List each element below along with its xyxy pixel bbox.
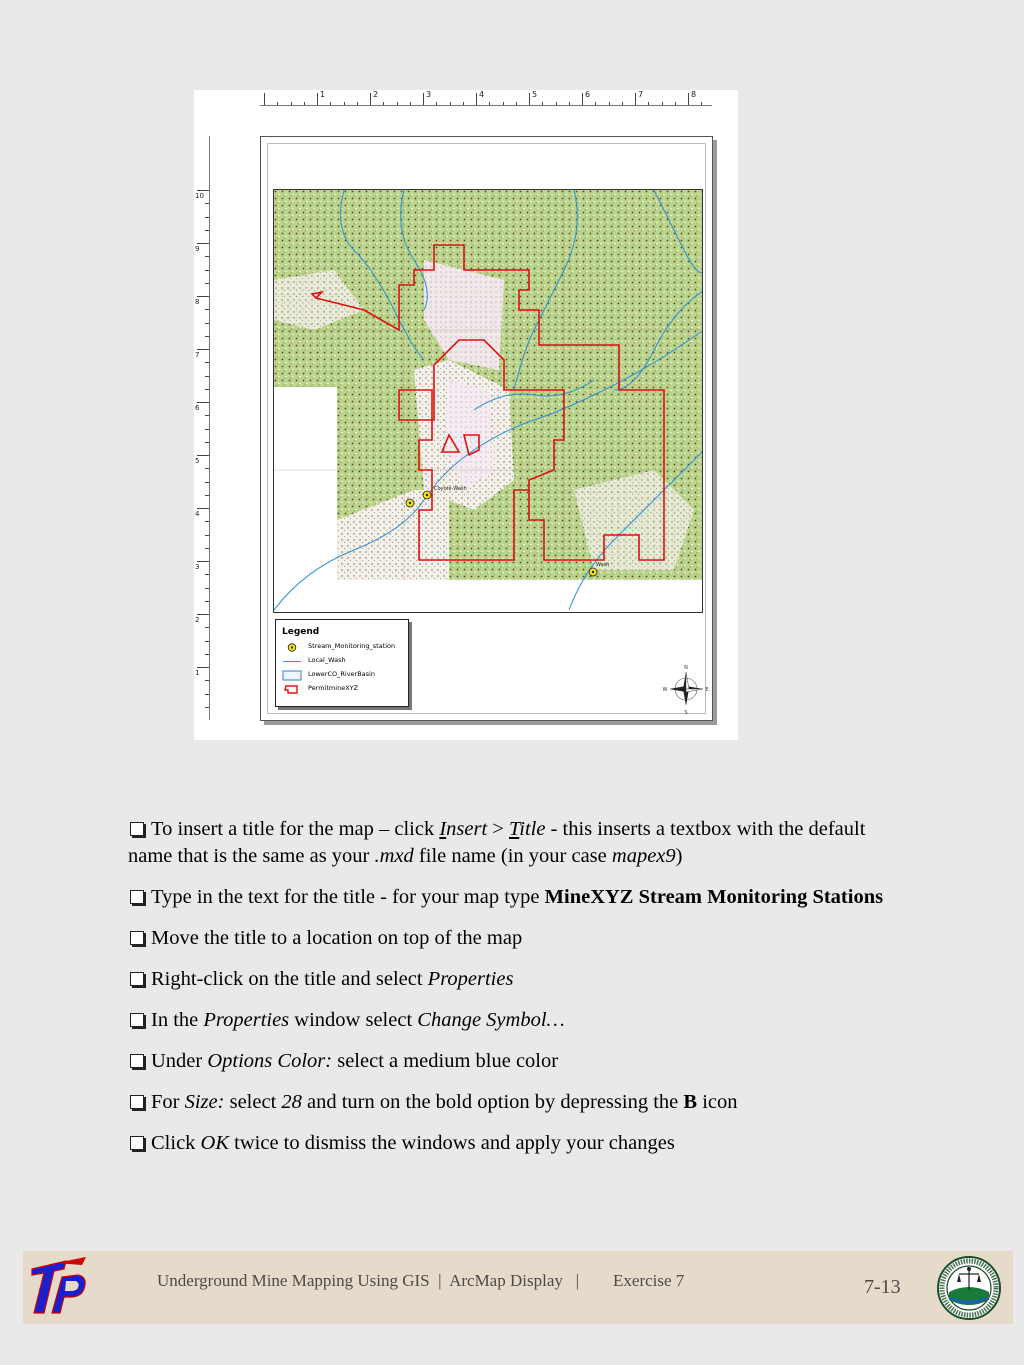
instruction-item <box>128 1007 903 1034</box>
ruler-tick <box>503 102 504 105</box>
ruler-number: 2 <box>373 90 379 99</box>
instruction-text: - this inserts a textbox with the default name that is the same as your <box>128 818 866 867</box>
instruction-text: B <box>683 1091 698 1113</box>
doi-seal-icon <box>937 1256 1001 1320</box>
ruler-tick <box>489 102 490 105</box>
ruler-tick <box>205 601 209 602</box>
ruler-tick <box>397 102 398 105</box>
ruler-number: 1 <box>195 669 200 677</box>
instruction-text: Properties <box>203 1009 290 1031</box>
ruler-tick <box>688 93 689 105</box>
ruler-tick <box>595 102 596 105</box>
ruler-tick <box>205 336 209 337</box>
instruction-text: Change Symbol… <box>417 1009 565 1031</box>
ruler-number: 4 <box>195 510 200 518</box>
ruler-tick <box>205 521 209 522</box>
polygon-icon <box>282 670 302 681</box>
checkbox-bullet-icon <box>130 931 144 945</box>
north-arrow-icon <box>661 663 711 715</box>
ruler-tick <box>205 203 209 204</box>
ruler-tick <box>205 429 209 430</box>
instruction-text: 28 <box>281 1091 302 1113</box>
ruler-tick <box>205 415 209 416</box>
legend-label: LowerCO_RiverBasin <box>308 670 375 678</box>
horizontal-ruler <box>260 90 712 106</box>
ruler-tick <box>317 93 318 105</box>
instruction-item <box>128 884 903 911</box>
ruler-tick <box>205 323 209 324</box>
ruler-number: 4 <box>479 90 485 99</box>
ruler-tick <box>264 93 265 105</box>
ruler-tick <box>197 190 209 191</box>
instruction-item <box>128 1089 903 1116</box>
instruction-item <box>128 816 903 870</box>
ruler-tick <box>463 102 464 105</box>
ruler-tick <box>357 102 358 105</box>
ruler-tick <box>582 93 583 105</box>
ruler-number: 1 <box>320 90 326 99</box>
instruction-text: Type in the text for the title - for your map type <box>151 886 545 908</box>
legend-item-station <box>282 641 408 653</box>
map-label-station: Coyote Wash <box>434 486 467 492</box>
instruction-text: For <box>151 1091 185 1113</box>
page-number: 7-13 <box>864 1276 901 1298</box>
checkbox-bullet-icon <box>130 1013 144 1027</box>
instruction-list <box>128 816 903 1171</box>
ruler-tick <box>205 707 209 708</box>
vertical-ruler <box>194 136 210 720</box>
ruler-tick <box>556 102 557 105</box>
instruction-item <box>128 1048 903 1075</box>
ruler-tick <box>205 680 209 681</box>
ruler-tick <box>205 694 209 695</box>
ruler-tick <box>205 376 209 377</box>
legend-label: Local_Wash <box>308 656 346 664</box>
monitoring-station-icon <box>282 642 302 653</box>
ruler-number: 2 <box>195 616 200 624</box>
ruler-number: 10 <box>195 192 204 200</box>
legend-item-wash <box>282 655 408 667</box>
instruction-text: icon <box>697 1091 738 1113</box>
ruler-tick <box>344 102 345 105</box>
layout-page <box>260 136 713 721</box>
ruler-tick <box>291 102 292 105</box>
ruler-tick <box>383 102 384 105</box>
compass-e: E <box>705 687 709 693</box>
legend-label: Stream_Monitoring_station <box>308 642 396 650</box>
ruler-number: 8 <box>195 298 200 306</box>
ruler-tick <box>205 535 209 536</box>
instruction-text: Size: <box>184 1091 225 1113</box>
checkbox-bullet-icon <box>130 1095 144 1109</box>
compass-n: N <box>684 665 688 671</box>
ruler-tick <box>197 614 209 615</box>
legend-title: Legend <box>282 627 320 637</box>
instruction-text: Right-click on the title and select <box>151 968 428 990</box>
instruction-text: ) <box>675 845 683 867</box>
ruler-tick <box>662 102 663 105</box>
ruler-tick <box>635 93 636 105</box>
ruler-tick <box>330 102 331 105</box>
instruction-item <box>128 966 903 993</box>
ruler-tick <box>205 654 209 655</box>
map-label-wash: Wash <box>596 562 610 568</box>
ruler-number: 6 <box>585 90 591 99</box>
line-icon <box>282 656 302 667</box>
ruler-tick <box>423 93 424 105</box>
instruction-text: > <box>487 818 509 840</box>
legend-item-basin <box>282 669 408 681</box>
ruler-tick <box>569 102 570 105</box>
ruler-tick <box>197 455 209 456</box>
ruler-tick <box>197 667 209 668</box>
ruler-tick <box>205 283 209 284</box>
compass-s: S <box>684 710 688 715</box>
ruler-tick <box>701 102 702 105</box>
ruler-tick <box>476 93 477 105</box>
ruler-tick <box>205 468 209 469</box>
ruler-tick <box>205 270 209 271</box>
ruler-tick <box>205 574 209 575</box>
ruler-tick <box>542 102 543 105</box>
legend-label: PermitmineXYZ <box>308 684 359 692</box>
ruler-tick <box>205 256 209 257</box>
map-legend <box>275 619 409 707</box>
ruler-tick <box>205 495 209 496</box>
checkbox-bullet-icon <box>130 972 144 986</box>
ruler-tick <box>205 217 209 218</box>
ruler-tick <box>450 102 451 105</box>
instruction-text: file name (in your case <box>413 845 612 867</box>
instruction-text: .mxd <box>374 845 414 867</box>
ruler-number: 8 <box>691 90 697 99</box>
ruler-number: 7 <box>638 90 644 99</box>
ruler-tick <box>205 230 209 231</box>
instruction-item <box>128 925 903 952</box>
instruction-text: Under <box>151 1050 208 1072</box>
instruction-text: Properties <box>427 968 514 990</box>
legend-item-permit <box>282 683 408 695</box>
ruler-tick <box>529 93 530 105</box>
ruler-number: 5 <box>532 90 538 99</box>
ruler-number: 6 <box>195 404 200 412</box>
instruction-text: nsert <box>446 818 488 840</box>
ruler-tick <box>205 627 209 628</box>
ruler-number: 9 <box>195 245 200 253</box>
checkbox-bullet-icon <box>130 822 144 836</box>
ruler-tick <box>205 309 209 310</box>
ruler-tick <box>197 402 209 403</box>
instruction-text: I <box>439 818 447 840</box>
ruler-tick <box>205 482 209 483</box>
ruler-tick <box>675 102 676 105</box>
ruler-tick <box>197 349 209 350</box>
compass-w: W <box>662 687 668 693</box>
ruler-tick <box>436 102 437 105</box>
ruler-tick <box>197 561 209 562</box>
instruction-text: select <box>224 1091 282 1113</box>
instruction-text: T <box>508 818 520 840</box>
ruler-tick <box>205 548 209 549</box>
instruction-text: window select <box>289 1009 418 1031</box>
tips-logo-icon <box>26 1255 90 1321</box>
instruction-text: To insert a title for the map – click <box>151 818 440 840</box>
arcmap-layout-screenshot <box>194 90 738 740</box>
instruction-text: select a medium blue color <box>332 1050 559 1072</box>
ruler-number: 3 <box>426 90 432 99</box>
topographic-map <box>274 190 703 613</box>
ruler-tick <box>648 102 649 105</box>
instruction-text: MineXYZ Stream Monitoring Stations <box>544 886 884 908</box>
ruler-number: 5 <box>195 457 200 465</box>
ruler-tick <box>205 362 209 363</box>
ruler-tick <box>205 442 209 443</box>
ruler-number: 7 <box>195 351 200 359</box>
instruction-text: itle <box>519 818 546 840</box>
ruler-tick <box>410 102 411 105</box>
ruler-tick <box>197 296 209 297</box>
ruler-number: 3 <box>195 563 200 571</box>
ruler-tick <box>609 102 610 105</box>
ruler-tick <box>197 243 209 244</box>
ruler-tick <box>205 588 209 589</box>
ruler-tick <box>304 102 305 105</box>
instruction-item <box>128 1130 903 1157</box>
permit-polygon-icon <box>282 684 302 695</box>
checkbox-bullet-icon <box>130 1054 144 1068</box>
footer-title: Underground Mine Mapping Using GIS | ArcMap Display | Exercise 7 <box>157 1271 685 1290</box>
instruction-text: Move the title to a location on top of the map <box>151 927 523 949</box>
ruler-tick <box>622 102 623 105</box>
instruction-text: Options Color: <box>207 1050 333 1072</box>
ruler-tick <box>277 102 278 105</box>
instruction-text: In the <box>151 1009 204 1031</box>
ruler-tick <box>205 641 209 642</box>
instruction-text: Click <box>151 1132 201 1154</box>
checkbox-bullet-icon <box>130 890 144 904</box>
ruler-tick <box>370 93 371 105</box>
data-frame-map <box>273 189 703 613</box>
instruction-text: twice to dismiss the windows and apply your changes <box>229 1132 675 1154</box>
instruction-text: and turn on the bold option by depressing the <box>301 1091 684 1113</box>
ruler-tick <box>205 389 209 390</box>
instruction-text: OK <box>200 1132 230 1154</box>
ruler-tick <box>516 102 517 105</box>
instruction-text: mapex9 <box>611 845 676 867</box>
checkbox-bullet-icon <box>130 1136 144 1150</box>
ruler-tick <box>197 508 209 509</box>
